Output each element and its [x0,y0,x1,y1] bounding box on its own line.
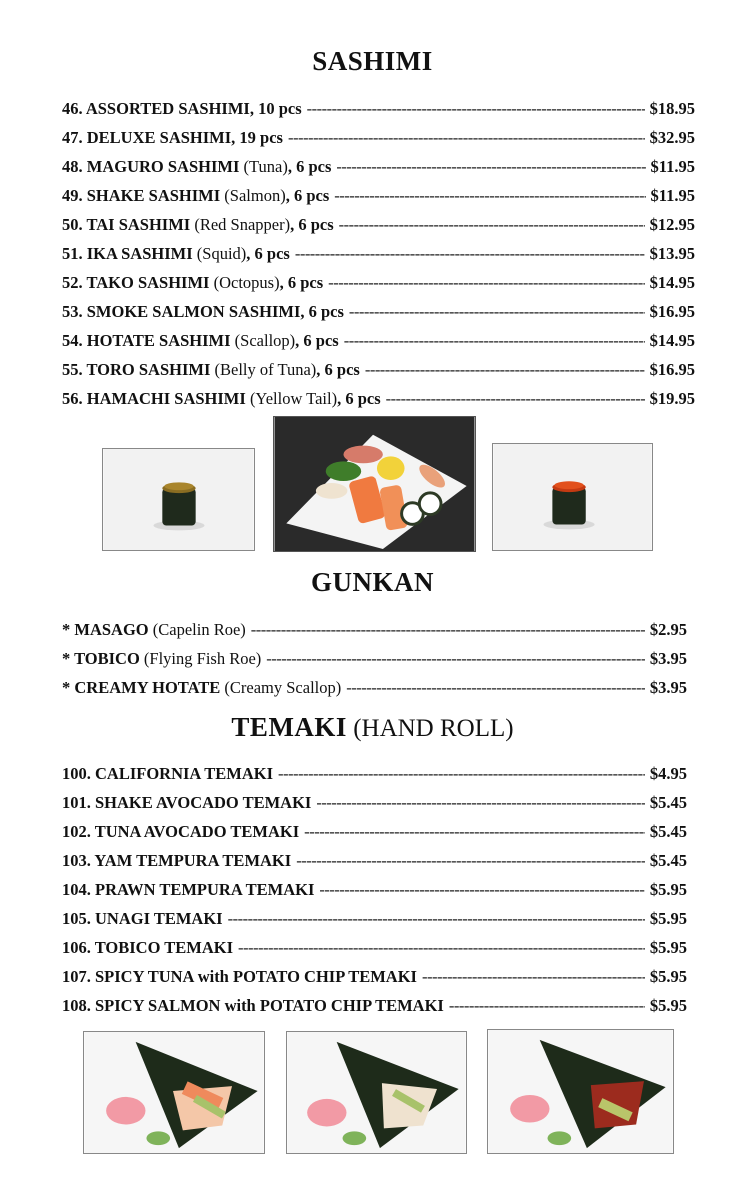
menu-item-label [62,991,444,1020]
sashimi-title: SASHIMI [312,46,433,76]
menu-item-quantity: , 6 pcs [246,244,290,263]
menu-item-label [62,297,344,326]
menu-item-description: (Belly of Tuna) [210,360,317,379]
menu-item [62,644,687,673]
menu-item-price: $5.95 [649,938,687,957]
dotted-leader [344,326,645,355]
menu-item-price: $12.95 [649,215,695,234]
menu-item-price: $19.95 [649,389,695,408]
menu-item [62,326,695,355]
menu-item-name: 49. SHAKE SASHIMI [62,186,221,205]
menu-item-quantity: , 6 pcs [295,331,339,350]
hand-roll-icon [84,1032,264,1153]
dotted-leader [365,355,645,384]
menu-item-price: $5.95 [649,909,687,928]
menu-item-name: 50. TAI SASHIMI [62,215,191,234]
dotted-leader [349,297,645,326]
menu-item-quantity: , 6 pcs [279,273,324,292]
menu-item-description: (Creamy Scallop) [220,678,342,697]
menu-item-label [62,239,290,268]
menu-item-description: (Yellow Tail) [245,389,338,408]
menu-item-name: 102. TUNA AVOCADO TEMAKI [62,822,300,841]
menu-item-label [62,644,261,673]
menu-item-description: (Octopus) [209,273,280,292]
menu-item-name: 107. SPICY TUNA with POTATO CHIP TEMAKI [62,967,417,986]
dotted-leader [336,152,645,181]
menu-item-name: 47. DELUXE SASHIMI, 19 pcs [62,128,283,147]
menu-item-price: $32.95 [649,128,695,147]
menu-item-label [62,355,360,384]
menu-item-label [62,94,302,123]
menu-item-price: $5.95 [649,880,687,899]
menu-item-name: 100. CALIFORNIA TEMAKI [62,764,274,783]
dotted-leader [319,875,644,904]
gunkan-list [62,615,687,702]
menu-item [62,673,687,702]
menu-item [62,297,695,326]
menu-item-quantity: , 6 pcs [316,360,360,379]
menu-item-label [62,210,334,239]
menu-item-name: 48. MAGURO SASHIMI [62,157,240,176]
dotted-leader [339,210,645,239]
menu-item [62,355,695,384]
dotted-leader [304,817,645,846]
menu-item [62,991,687,1020]
menu-item-label [62,673,341,702]
menu-item-price: $5.95 [649,996,687,1015]
menu-item-price: $11.95 [650,157,695,176]
menu-item-label [62,384,381,413]
menu-item-name: * MASAGO [62,620,149,639]
sashimi-platter-photo [273,416,476,552]
tobico-gunkan-photo [492,443,653,551]
dotted-leader [296,846,645,875]
menu-item-price: $3.95 [649,678,687,697]
menu-item-label [62,123,283,152]
menu-item-name: 53. SMOKE SALMON SASHIMI, 6 pcs [62,302,344,321]
menu-item [62,123,695,152]
sashimi-plate-icon [274,417,475,551]
temaki-list [62,759,687,1020]
masago-gunkan-photo [102,448,255,551]
dotted-leader [278,759,645,788]
menu-item [62,384,695,413]
menu-item-description: (Capelin Roe) [148,620,246,639]
menu-item-name: 55. TORO SASHIMI [62,360,211,379]
menu-item [62,875,687,904]
menu-item [62,239,695,268]
menu-item-label [62,759,273,788]
menu-item [62,615,687,644]
menu-item-name: 103. YAM TEMPURA TEMAKI [62,851,292,870]
temaki-title [0,712,745,743]
menu-item-price: $16.95 [649,360,695,379]
menu-item-quantity: , 6 pcs [337,389,381,408]
menu-item-label [62,181,329,210]
menu-item [62,94,695,123]
menu-item [62,817,687,846]
menu-item-label [62,962,417,991]
menu-item-label [62,788,311,817]
dotted-leader [228,904,645,933]
menu-item-price: $5.45 [649,851,687,870]
temaki-title-main: TEMAKI [231,712,347,742]
menu-item [62,759,687,788]
menu-item [62,210,695,239]
menu-item-price: $4.95 [649,764,687,783]
menu-item-label [62,875,314,904]
menu-item [62,268,695,297]
menu-item-price: $14.95 [649,331,695,350]
menu-item-price: $14.95 [649,273,695,292]
menu-item-label [62,817,299,846]
menu-item-price: $11.95 [650,186,695,205]
menu-item-description: (Salmon) [220,186,286,205]
menu-item-price: $5.95 [649,967,687,986]
menu-item-description: (Tuna) [239,157,288,176]
menu-item [62,846,687,875]
menu-item-description: (Scallop) [230,331,296,350]
dotted-leader [266,644,645,673]
temaki-photo [487,1029,674,1154]
dotted-leader [251,615,645,644]
menu-item [62,904,687,933]
menu-item-price: $13.95 [649,244,695,263]
sashimi-list [62,94,695,413]
gunkan-title: GUNKAN [311,567,434,597]
menu-item [62,933,687,962]
dotted-leader [295,239,645,268]
menu-item-label [62,615,246,644]
dotted-leader [449,991,645,1020]
dotted-leader [422,962,645,991]
dotted-leader [386,384,645,413]
menu-item [62,181,695,210]
menu-item-description: (Squid) [192,244,247,263]
menu-item [62,962,687,991]
gunkan-sushi-icon [493,444,652,550]
menu-item-label [62,846,291,875]
menu-item-price: $3.95 [649,649,687,668]
hand-roll-icon [287,1032,466,1153]
menu-item-name: 46. ASSORTED SASHIMI, 10 pcs [62,99,302,118]
menu-item-quantity: , 6 pcs [285,186,330,205]
temaki-title-sub: (HAND ROLL) [346,715,514,742]
menu-item-description: (Flying Fish Roe) [139,649,262,668]
menu-item-label [62,904,223,933]
menu-item-name: 105. UNAGI TEMAKI [62,909,223,928]
menu-item-name: 54. HOTATE SASHIMI [62,331,231,350]
menu-item-price: $5.45 [649,793,687,812]
menu-item-name: * CREAMY HOTATE [62,678,221,697]
menu-item-name: * TOBICO [62,649,140,668]
temaki-photo [83,1031,265,1154]
dotted-leader [316,788,645,817]
menu-item-price: $5.45 [649,822,687,841]
menu-item-label [62,326,339,355]
temaki-photo [286,1031,467,1154]
menu-item-label [62,268,323,297]
menu-item-name: 101. SHAKE AVOCADO TEMAKI [62,793,312,812]
menu-item-name: 51. IKA SASHIMI [62,244,193,263]
hand-roll-icon [488,1030,673,1153]
menu-item-name: 108. SPICY SALMON with POTATO CHIP TEMAKI [62,996,444,1015]
menu-item-quantity: , 6 pcs [287,157,332,176]
menu-item-price: $2.95 [649,620,687,639]
dotted-leader [328,268,645,297]
menu-item-label [62,933,233,962]
dotted-leader [307,94,645,123]
menu-item-price: $18.95 [649,99,695,118]
menu-item-name: 56. HAMACHI SASHIMI [62,389,246,408]
dotted-leader [238,933,645,962]
dotted-leader [288,123,645,152]
menu-item-name: 52. TAKO SASHIMI [62,273,210,292]
dotted-leader [334,181,645,210]
menu-item-name: 104. PRAWN TEMPURA TEMAKI [62,880,315,899]
menu-item [62,152,695,181]
menu-item-name: 106. TOBICO TEMAKI [62,938,234,957]
menu-item-description: (Red Snapper) [190,215,291,234]
menu-item-price: $16.95 [649,302,695,321]
menu-item-quantity: , 6 pcs [290,215,334,234]
gunkan-sushi-icon [103,449,254,550]
dotted-leader [346,673,645,702]
menu-item [62,788,687,817]
menu-item-label [62,152,331,181]
